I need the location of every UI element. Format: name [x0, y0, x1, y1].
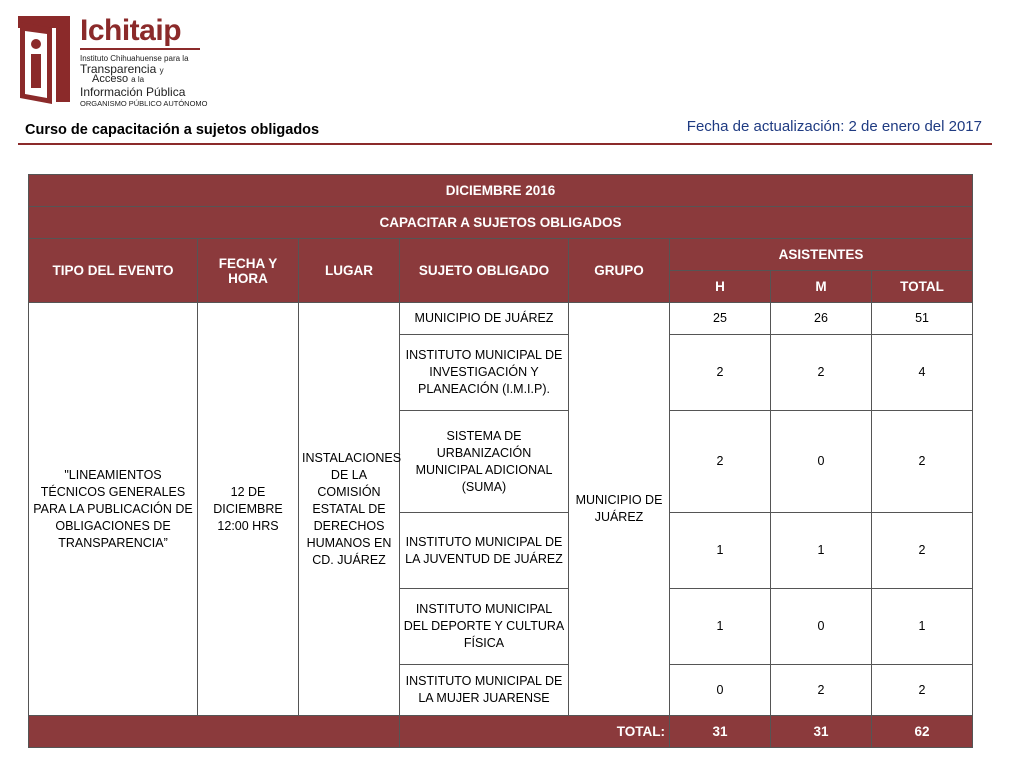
- logo-line-2: Transparencia y: [80, 62, 164, 76]
- update-date: Fecha de actualización: 2 de enero del 2017: [686, 118, 982, 135]
- col-place: LUGAR: [299, 239, 400, 303]
- col-total: TOTAL: [872, 271, 973, 303]
- header-divider: [18, 143, 992, 145]
- place-cell: INSTALACIONES DE LA COMISIÓN ESTATAL DE DERECHOS HUMANOS EN CD. JUÁREZ: [299, 303, 400, 716]
- m-cell: 2: [771, 335, 872, 411]
- col-subject: SUJETO OBLIGADO: [400, 239, 569, 303]
- training-table: [28, 174, 973, 748]
- m-cell: 0: [771, 411, 872, 513]
- subject-cell: MUNICIPIO DE JUÁREZ: [400, 303, 569, 335]
- course-title: Curso de capacitación a sujetos obligados: [25, 122, 320, 138]
- logo-line-3: Acceso a la: [92, 73, 145, 85]
- total-cell: 2: [872, 665, 973, 716]
- event-type-cell: "LINEAMIENTOS TÉCNICOS GENERALES PARA LA PUBLICACIÓN DE OBLIGACIONES DE TRANSPARENCIA”: [29, 303, 198, 716]
- m-cell: 1: [771, 513, 872, 589]
- h-cell: 1: [670, 513, 771, 589]
- logo-line-5: ORGANISMO PÚBLICO AUTÓNOMO: [80, 99, 208, 108]
- h-cell: 2: [670, 411, 771, 513]
- subject-cell: INSTITUTO MUNICIPAL DEL DEPORTE Y CULTURA FÍSICA: [400, 589, 569, 665]
- h-cell: 0: [670, 665, 771, 716]
- col-h: H: [670, 271, 771, 303]
- subject-cell: INSTITUTO MUNICIPAL DE LA MUJER JUARENSE: [400, 665, 569, 716]
- totals-spacer: [29, 716, 400, 748]
- col-event-type: TIPO DEL EVENTO: [29, 239, 198, 303]
- h-cell: 25: [670, 303, 771, 335]
- h-cell: 1: [670, 589, 771, 665]
- group-cell: MUNICIPIO DE JUÁREZ: [569, 303, 670, 716]
- door-logo-icon: [16, 14, 74, 106]
- col-date-time: FECHA Y HORA: [198, 239, 299, 303]
- m-cell: 26: [771, 303, 872, 335]
- total-h: 31: [670, 716, 771, 748]
- subtitle-header: CAPACITAR A SUJETOS OBLIGADOS: [29, 207, 973, 239]
- total-cell: 51: [872, 303, 973, 335]
- total-cell: 2: [872, 411, 973, 513]
- total-m: 31: [771, 716, 872, 748]
- subject-cell: INSTITUTO MUNICIPAL DE LA JUVENTUD DE JUÁREZ: [400, 513, 569, 589]
- totals-row: [29, 716, 973, 748]
- total-cell: 2: [872, 513, 973, 589]
- total-all: 62: [872, 716, 973, 748]
- period-header: DICIEMBRE 2016: [29, 175, 973, 207]
- totals-label: TOTAL:: [400, 716, 670, 748]
- brand-underline: [80, 48, 200, 50]
- date-time-cell: 12 DE DICIEMBRE 12:00 HRS: [198, 303, 299, 716]
- total-cell: 4: [872, 335, 973, 411]
- subject-cell: INSTITUTO MUNICIPAL DE INVESTIGACIÓN Y PLANEACIÓN (I.M.I.P).: [400, 335, 569, 411]
- m-cell: 2: [771, 665, 872, 716]
- h-cell: 2: [670, 335, 771, 411]
- total-cell: 1: [872, 589, 973, 665]
- ichitaip-logo: [16, 14, 216, 110]
- logo-line-1: Instituto Chihuahuense para la: [80, 54, 189, 63]
- brand-name: Ichitaip: [80, 14, 182, 47]
- table-row: [29, 303, 973, 335]
- col-m: M: [771, 271, 872, 303]
- logo-line-4: Información Pública: [80, 85, 186, 99]
- m-cell: 0: [771, 589, 872, 665]
- col-attendees: ASISTENTES: [670, 239, 973, 271]
- col-group: GRUPO: [569, 239, 670, 303]
- subject-cell: SISTEMA DE URBANIZACIÓN MUNICIPAL ADICIONAL (SUMA): [400, 411, 569, 513]
